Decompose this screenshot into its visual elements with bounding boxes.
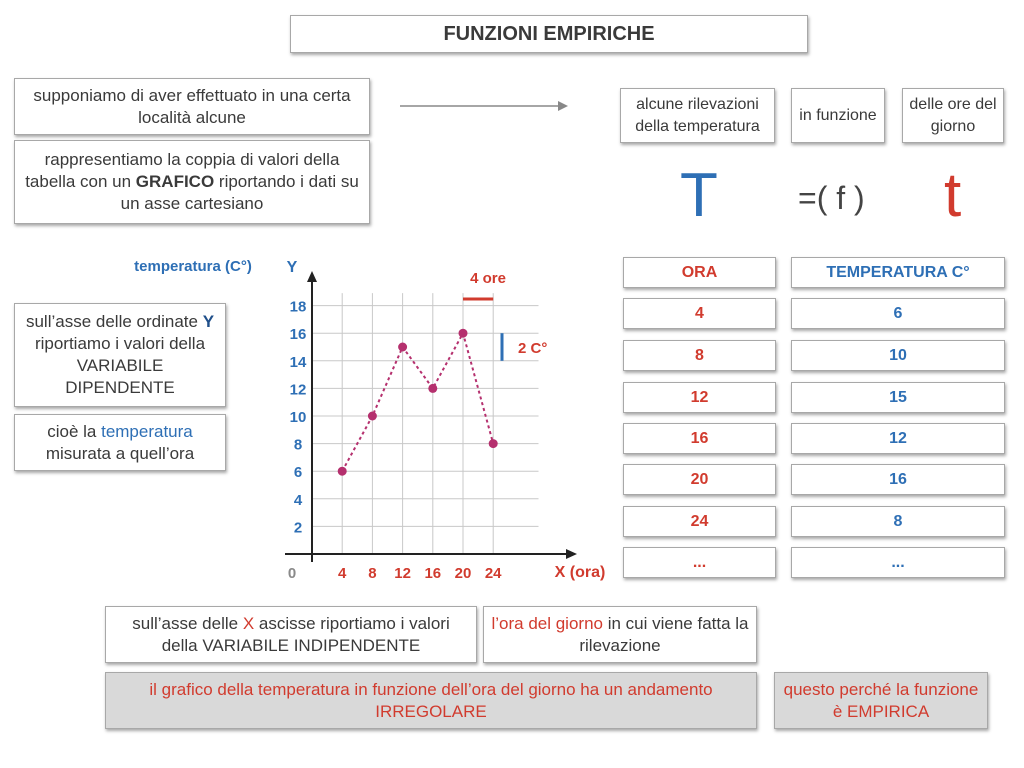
y-tick-label: 6 [293, 464, 303, 482]
table-cell-temperature: 12 [791, 423, 1005, 454]
data-point [459, 329, 468, 338]
data-point [489, 439, 498, 448]
formula-independent-variable: t [944, 161, 962, 230]
table-cell-hour: ... [623, 547, 776, 578]
y-tick-label: 14 [289, 353, 307, 371]
data-point [368, 412, 377, 421]
conclusion-box: il grafico della temperatura in funzione dell’ora del giorno ha un andamento IRREGOLARE [105, 672, 757, 729]
in-function-box: in funzione [791, 88, 885, 143]
series-line [342, 333, 493, 471]
x-tick-label: 8 [368, 565, 377, 582]
y-tick-label: 18 [289, 298, 307, 316]
hour-note-text: l’ora del giorno in cui viene fatta la rilevazione [491, 613, 749, 655]
x-tick-label: 4 [338, 565, 347, 582]
hours-box: delle ore del giorno [902, 88, 1004, 143]
y-axis-label: temperatura (C°) [134, 258, 252, 275]
table-cell-hour: 16 [623, 423, 776, 454]
x-tick-label: 20 [454, 565, 472, 582]
formula-dependent-variable: T [680, 161, 718, 230]
y-letter: Y [202, 312, 215, 331]
y-tick-label: 8 [293, 436, 303, 454]
formula-equals: =( f ) [798, 180, 865, 216]
table-cell-temperature: ... [791, 547, 1005, 578]
y-axis-note-text: sull’asse delle ordinate Y riportiamo i valori della VARIABILE DIPENDENTE [25, 312, 215, 397]
x-axis-arrow-icon [566, 549, 577, 559]
two-degrees-label: 2 C° [518, 340, 548, 357]
x-axis-note [105, 606, 477, 663]
x-tick-label: 24 [484, 565, 502, 582]
table-cell-temperature: 16 [791, 464, 1005, 495]
x-letter: X [242, 613, 255, 633]
y-tick-label: 2 [293, 519, 303, 537]
table-cell-hour: 12 [623, 382, 776, 413]
table-cell-temperature: 8 [791, 506, 1005, 537]
measurements-box: alcune rilevazioni della temperatura [620, 88, 775, 143]
table-cell-hour: 8 [623, 340, 776, 371]
y-axis-name: Y [286, 259, 298, 276]
x-tick-label: 16 [424, 565, 442, 582]
x-axis-note-text: sull’asse delle X ascisse riportiamo i valori della VARIABILE INDIPENDENTE [132, 613, 450, 655]
data-point [398, 343, 407, 352]
table-header-hour: ORA [623, 257, 776, 288]
origin-label: 0 [287, 565, 297, 582]
data-point [338, 467, 347, 476]
y-tick-label: 4 [293, 491, 303, 509]
four-hours-label: 4 ore [470, 270, 506, 287]
page-title: FUNZIONI EMPIRICHE [290, 15, 808, 53]
y-axis-arrow-icon [307, 271, 317, 282]
hour-note [483, 606, 757, 663]
x-tick-label: 12 [394, 565, 411, 582]
table-cell-hour: 20 [623, 464, 776, 495]
table-cell-temperature: 10 [791, 340, 1005, 371]
table-header-temperature: TEMPERATURA C° [791, 257, 1005, 288]
table-cell-hour: 24 [623, 506, 776, 537]
data-point [428, 384, 437, 393]
temperature-word: temperatura [101, 421, 193, 441]
table-cell-temperature: 15 [791, 382, 1005, 413]
y-tick-label: 10 [289, 409, 307, 426]
table-cell-hour: 4 [623, 298, 776, 329]
table-cell-temperature: 6 [791, 298, 1005, 329]
temperature-note-text: cioè la temperatura misurata a quell’ora [45, 421, 195, 463]
y-tick-label: 16 [289, 326, 307, 344]
hour-of-day-phrase: l’ora del giorno [491, 613, 603, 633]
intro-text-2: rappresentiamo la coppia di valori della tabella con un GRAFICO riportando i dati su un asse cartesiano [25, 150, 359, 213]
reason-box: questo perché la funzione è EMPIRICA [774, 672, 988, 729]
y-tick-label: 12 [289, 381, 307, 399]
x-axis-name: X (ora) [554, 564, 606, 581]
intro-text-1: supponiamo di aver effettuato in una certa località alcune [33, 85, 351, 127]
grafico-word: GRAFICO [135, 172, 215, 191]
